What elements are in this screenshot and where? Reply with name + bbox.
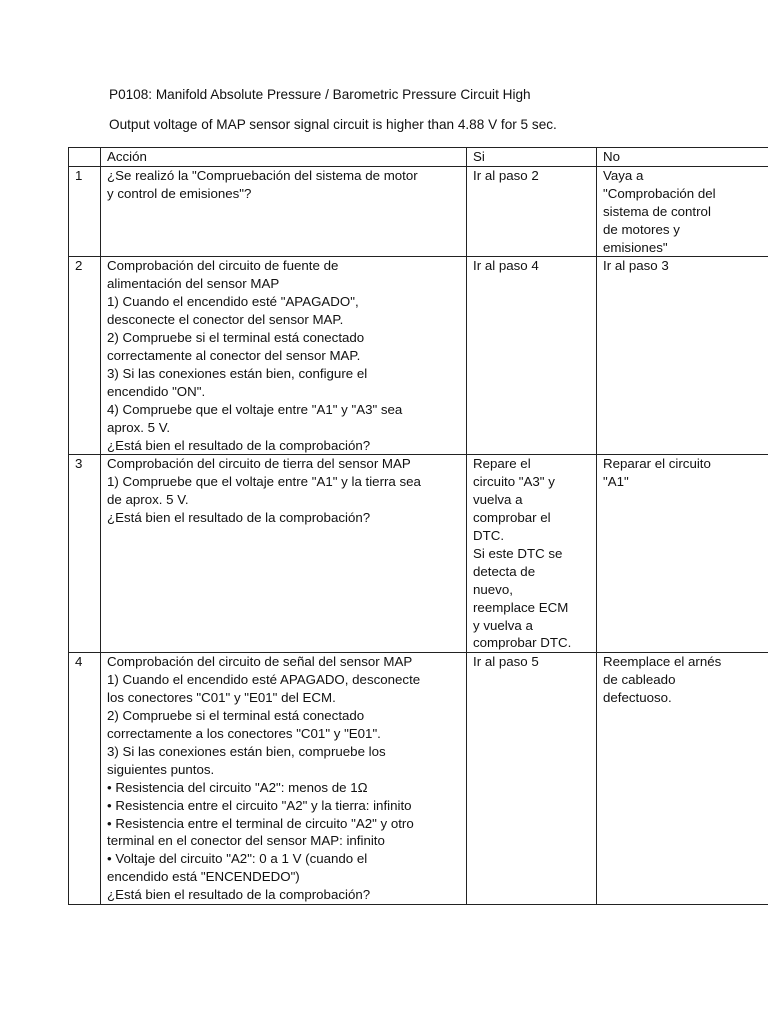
- accion-text-line: correctamente al conector del sensor MAP.: [107, 347, 361, 363]
- accion-text-line: • Resistencia entre el circuito "A2" y la tierra: infinito: [107, 797, 412, 813]
- no-text-line: defectuoso.: [603, 690, 672, 706]
- accion-text-line: 3) Si las conexiones están bien, compruebe los: [107, 743, 386, 759]
- table-row: [69, 257, 768, 455]
- step-number: 3: [69, 455, 101, 653]
- step-number: 1: [69, 166, 101, 257]
- step-number: 2: [69, 257, 101, 455]
- cell-accion: [101, 653, 467, 905]
- accion-text-line: de aprox. 5 V.: [107, 492, 189, 508]
- accion-text-line: los conectores "C01" y "E01" del ECM.: [107, 690, 336, 706]
- accion-text-line: siguientes puntos.: [107, 761, 215, 777]
- si-text-line: Si este DTC se: [473, 545, 563, 561]
- si-text-line: comprobar DTC.: [473, 635, 572, 651]
- accion-text-line: aprox. 5 V.: [107, 419, 171, 435]
- accion-text-line: ¿Está bien el resultado de la comprobación?: [107, 510, 371, 526]
- table-row: [69, 455, 768, 653]
- accion-text-line: ¿Se realizó la "Compruebación del sistema de motor: [107, 167, 418, 183]
- si-text-line: detecta de: [473, 563, 536, 579]
- no-text-line: "A1": [603, 474, 629, 490]
- no-text-line: de cableado: [603, 672, 676, 688]
- accion-text-line: encendido "ON".: [107, 383, 206, 399]
- si-text-line: nuevo,: [473, 581, 513, 597]
- cell-si: [467, 257, 597, 455]
- cell-si: [467, 455, 597, 653]
- cell-si: [467, 653, 597, 905]
- si-text-line: DTC.: [473, 528, 505, 544]
- si-text-line: Ir al paso 2: [473, 167, 539, 183]
- si-text-line: circuito "A3" y: [473, 474, 555, 490]
- accion-text-line: • Voltaje del circuito "A2": 0 a 1 V (cuando el: [107, 851, 368, 867]
- cell-no: [597, 455, 768, 653]
- document-subtitle: Output voltage of MAP sensor signal circuit is higher than 4.88 V for 5 sec.: [109, 117, 557, 132]
- accion-text-line: 1) Compruebe que el voltaje entre "A1" y la tierra sea: [107, 474, 421, 490]
- no-text-line: Reparar el circuito: [603, 456, 711, 472]
- cell-no: [597, 166, 768, 257]
- accion-text-line: alimentación del sensor MAP: [107, 276, 280, 292]
- no-text-line: Reemplace el arnés: [603, 654, 722, 670]
- accion-text-line: ¿Está bien el resultado de la comprobación?: [107, 887, 371, 903]
- no-text-line: de motores y: [603, 221, 680, 237]
- si-text-line: vuelva a: [473, 492, 523, 508]
- no-text-line: sistema de control: [603, 203, 711, 219]
- accion-text-line: • Resistencia entre el terminal de circuito "A2" y otro: [107, 815, 414, 831]
- no-text-line: "Comprobación del: [603, 185, 716, 201]
- cell-accion: [101, 455, 467, 653]
- accion-text-line: ¿Está bien el resultado de la comprobación?: [107, 437, 371, 453]
- accion-text-line: • Resistencia del circuito "A2": menos de 1Ω: [107, 779, 368, 795]
- accion-text-line: Comprobación del circuito de fuente de: [107, 258, 339, 274]
- no-text-line: Ir al paso 3: [603, 258, 669, 274]
- header-no: No: [597, 148, 768, 167]
- si-text-line: Ir al paso 4: [473, 258, 539, 274]
- no-text-line: Vaya a: [603, 167, 644, 183]
- accion-text-line: 2) Compruebe si el terminal está conectado: [107, 708, 365, 724]
- accion-text-line: encendido está "ENCENDEDO"): [107, 869, 300, 885]
- si-text-line: y vuelva a: [473, 617, 533, 633]
- diagnostic-table: [68, 147, 768, 905]
- accion-text-line: Comprobación del circuito de señal del sensor MAP: [107, 654, 413, 670]
- document-title: P0108: Manifold Absolute Pressure / Barometric Pressure Circuit High: [109, 87, 531, 102]
- cell-no: [597, 257, 768, 455]
- si-text-line: Ir al paso 5: [473, 654, 539, 670]
- accion-text-line: 1) Cuando el encendido esté "APAGADO",: [107, 294, 359, 310]
- header-num: [69, 148, 101, 167]
- accion-text-line: terminal en el conector del sensor MAP: infinito: [107, 833, 385, 849]
- table-header: [69, 148, 768, 167]
- table-header-row: [69, 148, 768, 167]
- accion-text-line: 1) Cuando el encendido esté APAGADO, desconecte: [107, 672, 421, 688]
- accion-text-line: desconecte el conector del sensor MAP.: [107, 312, 344, 328]
- no-text-line: emisiones": [603, 239, 668, 255]
- accion-text-line: 2) Compruebe si el terminal está conectado: [107, 330, 365, 346]
- cell-accion: [101, 166, 467, 257]
- header-accion: Acción: [101, 148, 467, 167]
- table-row: [69, 653, 768, 905]
- si-text-line: reemplace ECM: [473, 599, 569, 615]
- accion-text-line: y control de emisiones"?: [107, 185, 252, 201]
- table-body: [69, 166, 768, 904]
- si-text-line: Repare el: [473, 456, 531, 472]
- accion-text-line: 4) Compruebe que el voltaje entre "A1" y "A3" sea: [107, 401, 403, 417]
- cell-si: [467, 166, 597, 257]
- si-text-line: comprobar el: [473, 510, 551, 526]
- cell-no: [597, 653, 768, 905]
- table-row: [69, 166, 768, 257]
- accion-text-line: Comprobación del circuito de tierra del sensor MAP: [107, 456, 411, 472]
- accion-text-line: 3) Si las conexiones están bien, configure el: [107, 365, 368, 381]
- step-number: 4: [69, 653, 101, 905]
- cell-accion: [101, 257, 467, 455]
- accion-text-line: correctamente a los conectores "C01" y "E01".: [107, 726, 381, 741]
- header-si: Si: [467, 148, 597, 167]
